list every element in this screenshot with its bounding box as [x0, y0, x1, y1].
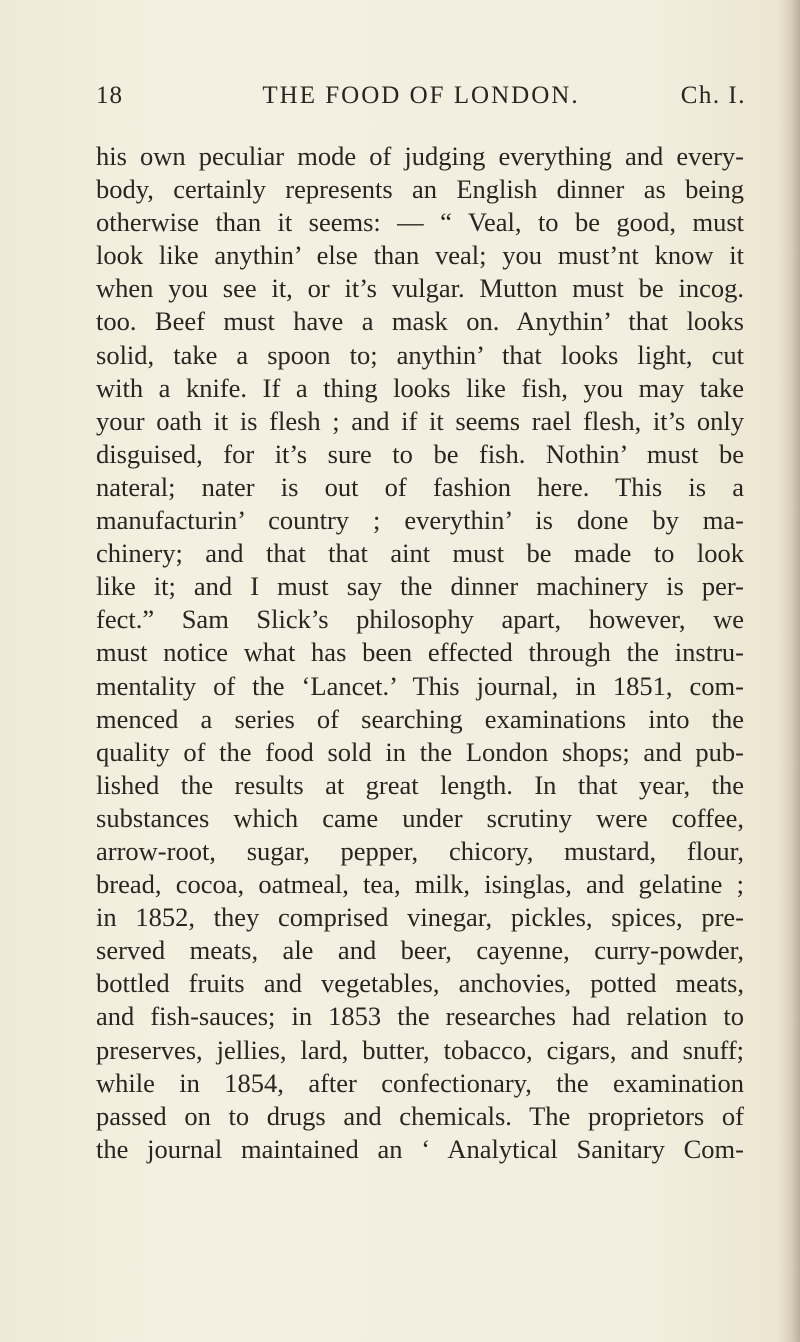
page-number: 18: [96, 82, 123, 109]
text-line: your oath it is flesh ; and if it seems rael flesh, it’s only: [96, 405, 744, 436]
text-line: mentality of the ‘Lancet.’ This journal, in 1851, com-: [96, 670, 744, 701]
text-line: look like anythin’ else than veal; you must’nt know it: [96, 240, 744, 271]
text-line: solid, take a spoon to; anythin’ that looks light, cut: [96, 339, 744, 370]
text-line: and fish-sauces; in 1853 the researches had relation to: [96, 1001, 744, 1032]
text-line: served meats, ale and beer, cayenne, curry-powder,: [96, 935, 744, 966]
body-text: [96, 140, 744, 1166]
text-line: disguised, for it’s sure to be fish. Nothin’ must be: [96, 438, 744, 469]
text-line: manufacturin’ country ; everythin’ is done by ma-: [96, 505, 744, 536]
text-line: when you see it, or it’s vulgar. Mutton must be incog.: [96, 273, 744, 304]
running-header: [96, 82, 746, 122]
text-line: in 1852, they comprised vinegar, pickles, spices, pre-: [96, 902, 744, 933]
text-line: must notice what has been effected through the instru-: [96, 637, 744, 668]
text-line: the journal maintained an ‘ Analytical Sanitary Com-: [96, 1133, 744, 1164]
text-line: nateral; nater is out of fashion here. This is a: [96, 471, 744, 502]
text-line: his own peculiar mode of judging everything and every-: [96, 141, 744, 171]
text-line: too. Beef must have a mask on. Anythin’ that looks: [96, 306, 744, 337]
text-line: bottled fruits and vegetables, anchovies, potted meats,: [96, 968, 744, 999]
text-line: fect.” Sam Slick’s philosophy apart, however, we: [96, 604, 744, 635]
text-line: with a knife. If a thing looks like fish, you may take: [96, 372, 744, 403]
text-line: lished the results at great length. In that year, the: [96, 769, 744, 800]
text-line: like it; and I must say the dinner machinery is per-: [96, 571, 744, 602]
text-line: substances which came under scrutiny were coffee,: [96, 802, 744, 833]
text-line: while in 1854, after confectionary, the examination: [96, 1067, 744, 1098]
chapter-label: Ch. I.: [680, 82, 746, 109]
text-line: otherwise than it seems: — “ Veal, to be good, must: [96, 207, 744, 238]
text-line: bread, cocoa, oatmeal, tea, milk, isinglas, and gelatine ;: [96, 869, 744, 900]
text-line: passed on to drugs and chemicals. The proprietors of: [96, 1100, 744, 1131]
text-line: preserves, jellies, lard, butter, tobacco, cigars, and snuff;: [96, 1034, 744, 1065]
text-line: chinery; and that that aint must be made to look: [96, 538, 744, 569]
text-line: menced a series of searching examinations into the: [96, 703, 744, 734]
text-line: arrow-root, sugar, pepper, chicory, mustard, flour,: [96, 835, 744, 866]
running-title: THE FOOD OF LONDON.: [262, 82, 580, 109]
text-line: quality of the food sold in the London shops; and pub-: [96, 736, 744, 767]
text-line: body, certainly represents an English dinner as being: [96, 174, 744, 205]
page-edge-shadow: [778, 0, 800, 1342]
